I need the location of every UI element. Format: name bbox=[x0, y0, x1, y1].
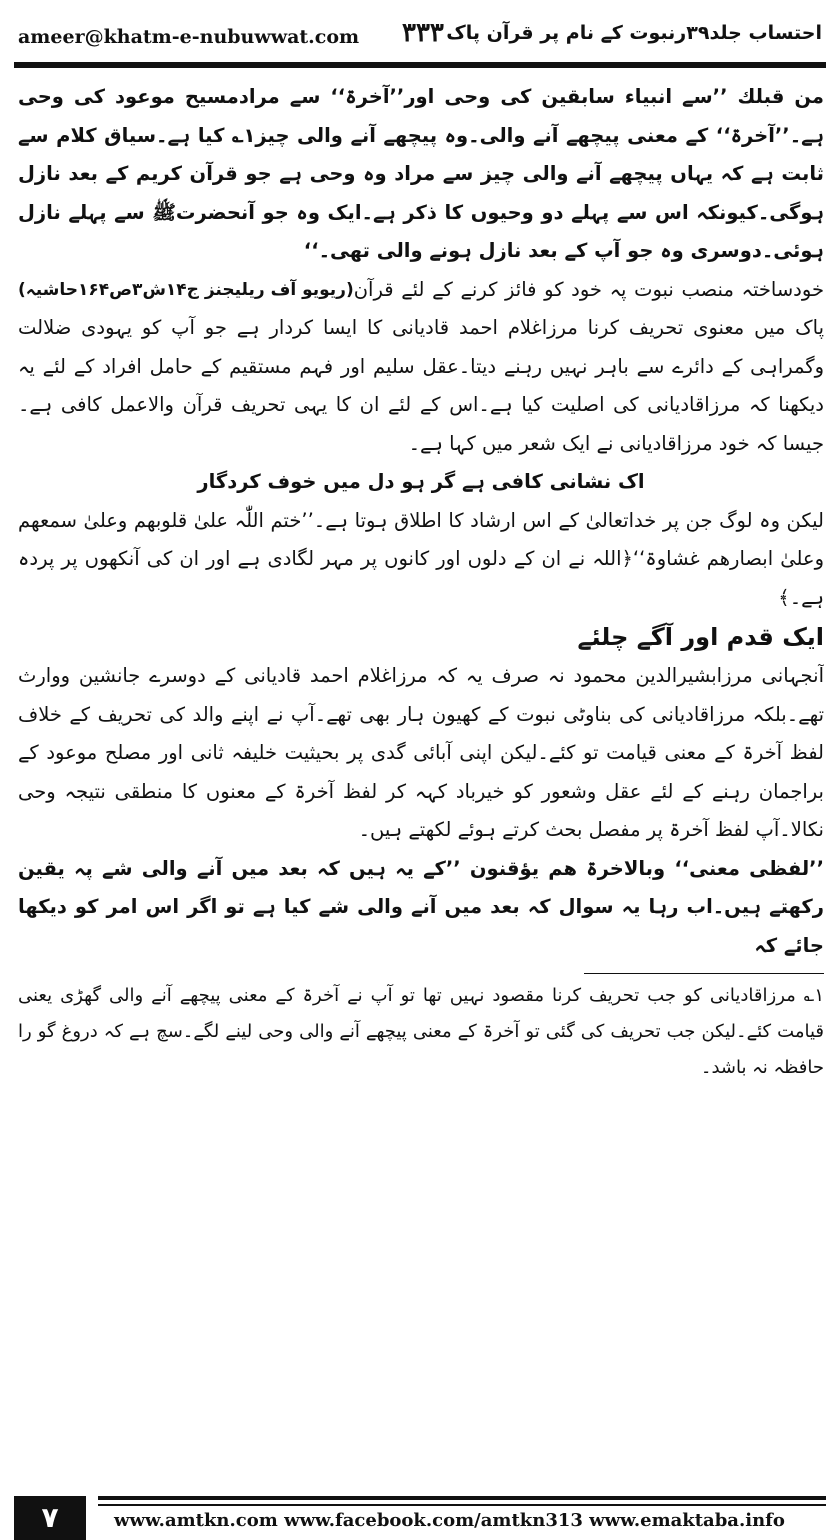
footnote-divider bbox=[584, 973, 824, 974]
header-rule bbox=[14, 62, 826, 68]
body-paragraph-4: ’’لفظی معنی‘‘ وبالاخرۃ ھم یؤقنون ’’کے یہ ہیں کہ بعد میں آنے والی شے پہ یقین رکھتے ہیں۔اب رہا یہ سوال کہ بعد میں آنے والی شے کیا ہے تو اگر اس امر کو دیکھا جائے کہ bbox=[18, 856, 824, 957]
poetry-verse: اک نشانی کافی ہے گر ہو دل میں خوف کردگار bbox=[197, 470, 645, 493]
header-email: ameer@khatm-e-nubuwwat.com bbox=[18, 26, 360, 48]
footer-page-mark: ۷ bbox=[14, 1496, 86, 1540]
body-paragraph-3: آنجہانی مرزابشیرالدین محمود نہ صرف یہ کہ مرزاغلام احمد قادیانی کے دوسرے جانشین ووارث تھے۔بلکہ مرزاقادیانی کی بناوٹی نبوت کے کھیون ہار بھی تھے۔آپ نے اپنے والد کی تحریف کے خلاف لفظ آخرۃ کے معنی قیامت تو کئے۔لیکن اپنی آبائی گدی پر بحیثیت خلیفہ ثانی اور مصلح موعود کے براجمان رہنے کے لئے عقل وشعور کو خیرباد کہہ کر لفظ آخرۃ کے معنوں کا منطقی نتیجہ وحی نکالا۔آپ لفظ آخرۃ پر مفصل بحث کرتے ہوئے لکھتے ہیں۔ bbox=[18, 664, 824, 841]
page-footer bbox=[14, 1496, 826, 1540]
footnote: ۱؎ مرزاقادیانی کو جب تحریف کرنا مقصود نہیں تھا تو آپ نے آخرۃ کے معنی پیچھے آنے والی گھڑی یعنی قیامت کئے۔لیکن جب تحریف کی گئی تو آخرۃ کے معنی پیچھے آنے والی وحی لینے لگے۔سچ ہے کہ دروغ گو را حافظہ نہ باشد۔ bbox=[18, 985, 824, 1078]
body-paragraph-1: خودساختہ منصب نبوت پہ خود کو فائز کرنے کے لئے قرآن پاک میں معنوی تحریف کرنا مرزاغلام احمد قادیانی کا ایسا کردار ہے جو آپ کو یہودی ضلالت وگمراہی کے دائرے سے باہر نہیں رہنے دیتا۔عقل سلیم اور فہم مستقیم کے حامل افراد کے لئے یہ دیکھنا کہ مرزاقادیانی کی اصلیت کیا ہے۔اس کے لئے ان کا یہی تحریف قرآن والاعمل کافی ہے۔جیسا کہ خود مرزاقادیانی نے ایک شعر میں کہا ہے۔ bbox=[18, 277, 824, 455]
page-header bbox=[14, 18, 826, 56]
body-paragraph-2: لیکن وہ لوگ جن پر خداتعالیٰ کے اس ارشاد کا اطلاق ہوتا ہے۔’’ختم اللّٰہ علیٰ قلوبھم وعلیٰ سمعھم وعلیٰ ابصارھم غشاوۃ‘‘﴿اللہ نے ان کے دلوں اور کانوں پر مہر لگادی ہے اور ان کی آنکھوں پر پردہ ہے۔﴾ bbox=[18, 508, 824, 609]
header-title: احتساب جلد۳۹رنبوت کے نام پر قرآن پاک bbox=[446, 22, 822, 44]
footer-rule-thin bbox=[98, 1504, 826, 1506]
header-page-number: ۳۳۳ bbox=[402, 18, 444, 48]
quote-text: من قبلك ’’سے انبیاء سابقین کی وحی اور’’آخرۃ‘‘ سے مرادمسیح موعود کی وحی ہے۔’’آخرۃ‘‘ کے معنی پیچھے آنے والی۔وہ پیچھے آنے والی چیز۱؎ کیا ہے۔سیاق کلام سے ثابت ہے کہ یہاں پیچھے آنے والی چیز سے مراد وہ وحی ہے جو قرآن کریم کے بعد نازل ہوگی۔کیونکہ اس سے پہلے دو وحیوں کا ذکر ہے۔ایک وہ جو آنحضرتﷺ سے پہلے نازل ہوئی۔دوسری وہ جو آپ کے بعد نازل ہونے والی تھی۔‘‘ bbox=[18, 85, 824, 262]
quote-reference: (ریویو آف ریلیجنز ج۱۴ش۳ص۱۶۴حاشیہ) bbox=[18, 279, 354, 300]
footer-rule bbox=[98, 1496, 826, 1500]
page-body bbox=[18, 78, 824, 1408]
quote-paragraph bbox=[18, 78, 824, 300]
section-heading: ایک قدم اور آگے چلئے bbox=[577, 623, 824, 651]
footer-urls: www.amtkn.com www.facebook.com/amtkn313 www.emaktaba.info bbox=[114, 1510, 785, 1531]
